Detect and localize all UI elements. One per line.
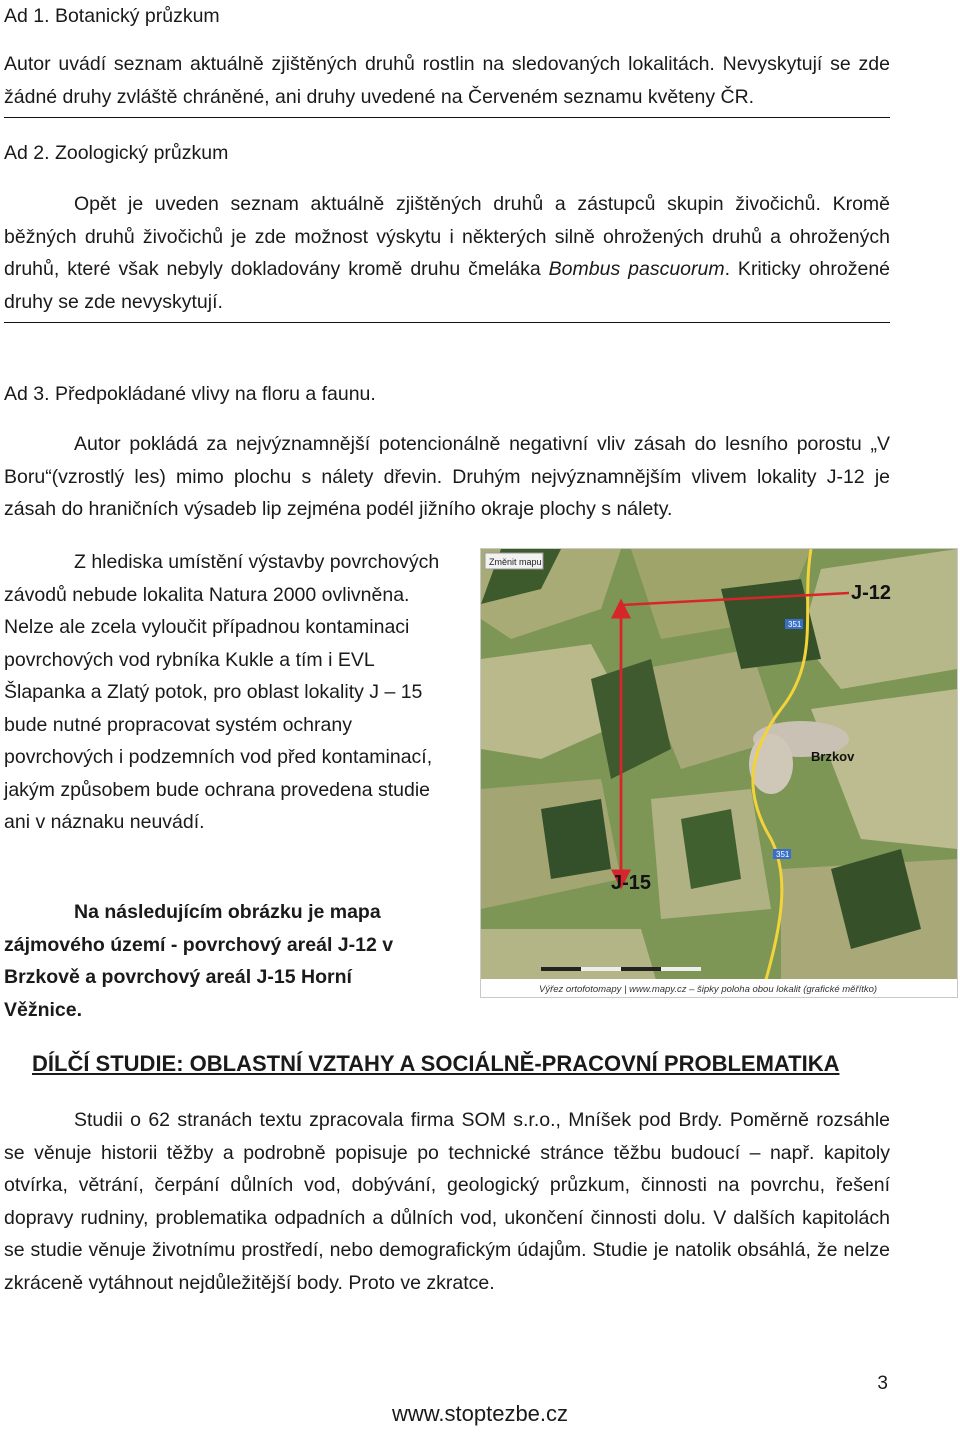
forest-patch — [681, 809, 741, 889]
road-number-a: 351 — [788, 620, 802, 629]
ad3-paragraph — [4, 428, 890, 526]
map-intro — [4, 896, 424, 1026]
label-brzkov: Brzkov — [811, 749, 855, 764]
ad3-side-text — [4, 546, 459, 839]
orthophoto-map — [480, 548, 958, 998]
ad1-heading: Ad 1. Botanický průzkum — [4, 5, 220, 27]
ad2-text-end: . Kriticky ohrožené druhy se zde nevyskytují. — [4, 258, 891, 313]
study-title: DÍLČÍ STUDIE: OBLASTNÍ VZTAHY A SOCIÁLNĚ-PRACOVNÍ PROBLEMATIKA — [32, 1051, 840, 1076]
footer-url[interactable]: www.stoptezbe.cz — [391, 1401, 569, 1426]
road-number-b: 351 — [776, 850, 790, 859]
study-paragraph — [4, 1104, 890, 1299]
ad2-text-start: Opět je uveden seznam aktuálně zjištěných druhů a zástupců skupin živočichů. Kromě běžných druhů živočichů je zde možnost výskytu i některých silně ohrožených druhů a ohrožených druhů, které však nebyly dokladovány kromě druhu čmeláka — [4, 193, 890, 280]
ad2-paragraph — [4, 188, 890, 318]
ad2-species: Bombus pascuorum — [548, 258, 725, 280]
forest-patch — [541, 799, 611, 879]
label-j15: J-15 — [611, 872, 652, 894]
ad1-paragraph: Autor uvádí seznam aktuálně zjištěných druhů rostlin na sledovaných lokalitách. Nevyskytují se zde žádné druhy zvláště chráněné, ani druhy uvedené na Červeném seznamu květeny ČR. — [4, 53, 890, 108]
divider-2 — [4, 322, 890, 323]
map-intro-bold: Na následujícím obrázku je mapa zájmového území - povrchový areál J-12 v Brzkově a povrchový areál J-15 Horní Věžnice. — [4, 901, 394, 1021]
ad3-paragraph-text: Autor pokládá za nejvýznamnější potencionálně negativní vliv zásah do lesního porostu „V Boru“(vzrostlý les) mimo plochu s nálety dřevin. Druhým nejvýznamnějším vlivem lokality J-12 je zásah do hraničních výsadeb lip zejména podél jižního okraje plochy s nálety. — [4, 433, 890, 520]
page-number: 3 — [877, 1373, 888, 1394]
map-figure — [470, 548, 956, 1000]
change-map-label: Změnit mapu — [489, 557, 542, 567]
scale-bar — [541, 967, 701, 971]
study-paragraph-text: Studii o 62 stranách textu zpracovala firma SOM s.r.o., Mníšek pod Brdy. Poměrně rozsáhle se věnuje historii těžby a podrobně popisuje po technické stránce těžbu budoucí – např. kapitoly otvírka, větrání, čerpání důlních vod, dobývání, geologický průzkum, činnosti na povrchu, řešení dopravy rudniny, problematika odpadních a důlních vod, ukončení činnosti dolu. V dalších kapitolách se studie věnuje životnímu prostředí, nebo demografickým údajům. Studie je natolik obsáhlá, že nelze zkráceně vytáhnout nejdůležitější body. Proto ve zkratce. — [4, 1109, 890, 1294]
field-patch — [801, 549, 957, 689]
ad3-heading: Ad 3. Předpokládané vlivy na floru a faunu. — [4, 383, 376, 405]
map-canvas — [481, 549, 957, 997]
label-j12: J-12 — [851, 582, 892, 604]
map-caption: Výřez ortofotomapy | www.mapy.cz – šipky poloha obou lokalit (grafické měřítko) — [539, 984, 878, 995]
ad3-side-text-body: Z hlediska umístění výstavby povrchových závodů nebude lokalita Natura 2000 ovlivněna. Nelze ale zcela vyloučit případnou kontaminaci povrchových vod rybníka Kukle a tím i EVL Šlapanka a Zlatý potok, pro oblast lokality J – 15 bude nutné propracovat systém ochrany povrchových i podzemních vod před kontaminací, jakým způsobem bude ochrana provedena studie ani v náznaku neuvádí. — [4, 551, 440, 833]
ad2-heading: Ad 2. Zoologický průzkum — [4, 142, 229, 164]
divider-1 — [4, 117, 890, 118]
